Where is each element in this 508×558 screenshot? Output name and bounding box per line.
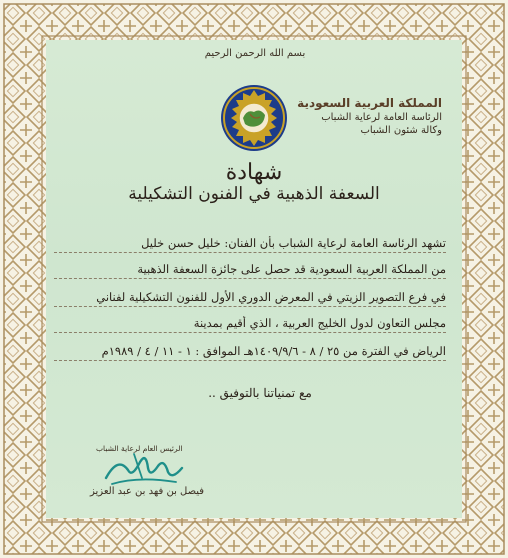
body-line-4: مجلس التعاون لدول الخليج العربية ، الذي أقيم بمدينة	[193, 316, 446, 330]
line-rule	[54, 252, 446, 253]
closing-text: مع تمنياتنا بالتوفيق ..	[208, 386, 312, 400]
body-line-2: من المملكة العربية السعودية قد حصل على جائزة السعفة الذهبية	[137, 262, 446, 276]
basmala-text: بسم الله الرحمن الرحيم	[204, 48, 306, 59]
signatory-title: الرئيس العام لرعاية الشباب	[96, 444, 183, 453]
gcc-emblem-icon	[220, 84, 288, 152]
signatory-name: فيصل بن فهد بن عبد العزيز	[90, 486, 205, 497]
kingdom-name: المملكة العربية السعودية	[297, 96, 442, 110]
line-rule	[54, 278, 446, 279]
handwritten-signature	[98, 448, 188, 490]
body-line-5: الرياض في الفترة من ٢٥ / ٨ - ١٤٠٩/٩/٦هـ الموافق : ١ - ١١ / ٤ / ١٩٨٩م	[101, 344, 446, 358]
certificate-title: شهادة	[225, 160, 283, 185]
certificate-subtitle: السعفة الذهبية في الفنون التشكيلية	[128, 184, 380, 204]
body-line-1: تشهد الرئاسة العامة لرعاية الشباب بأن الفنان: خليل حسن خليل	[141, 236, 446, 250]
agency-name: وكالة شئون الشباب	[360, 125, 442, 136]
line-rule	[54, 306, 446, 307]
presidency-name: الرئاسة العامة لرعاية الشباب	[321, 112, 442, 123]
line-rule	[54, 332, 446, 333]
body-line-3: في فرع التصوير الزيتي في المعرض الدوري الأول للفنون التشكيلية لفناني	[96, 290, 446, 304]
line-rule	[54, 360, 446, 361]
